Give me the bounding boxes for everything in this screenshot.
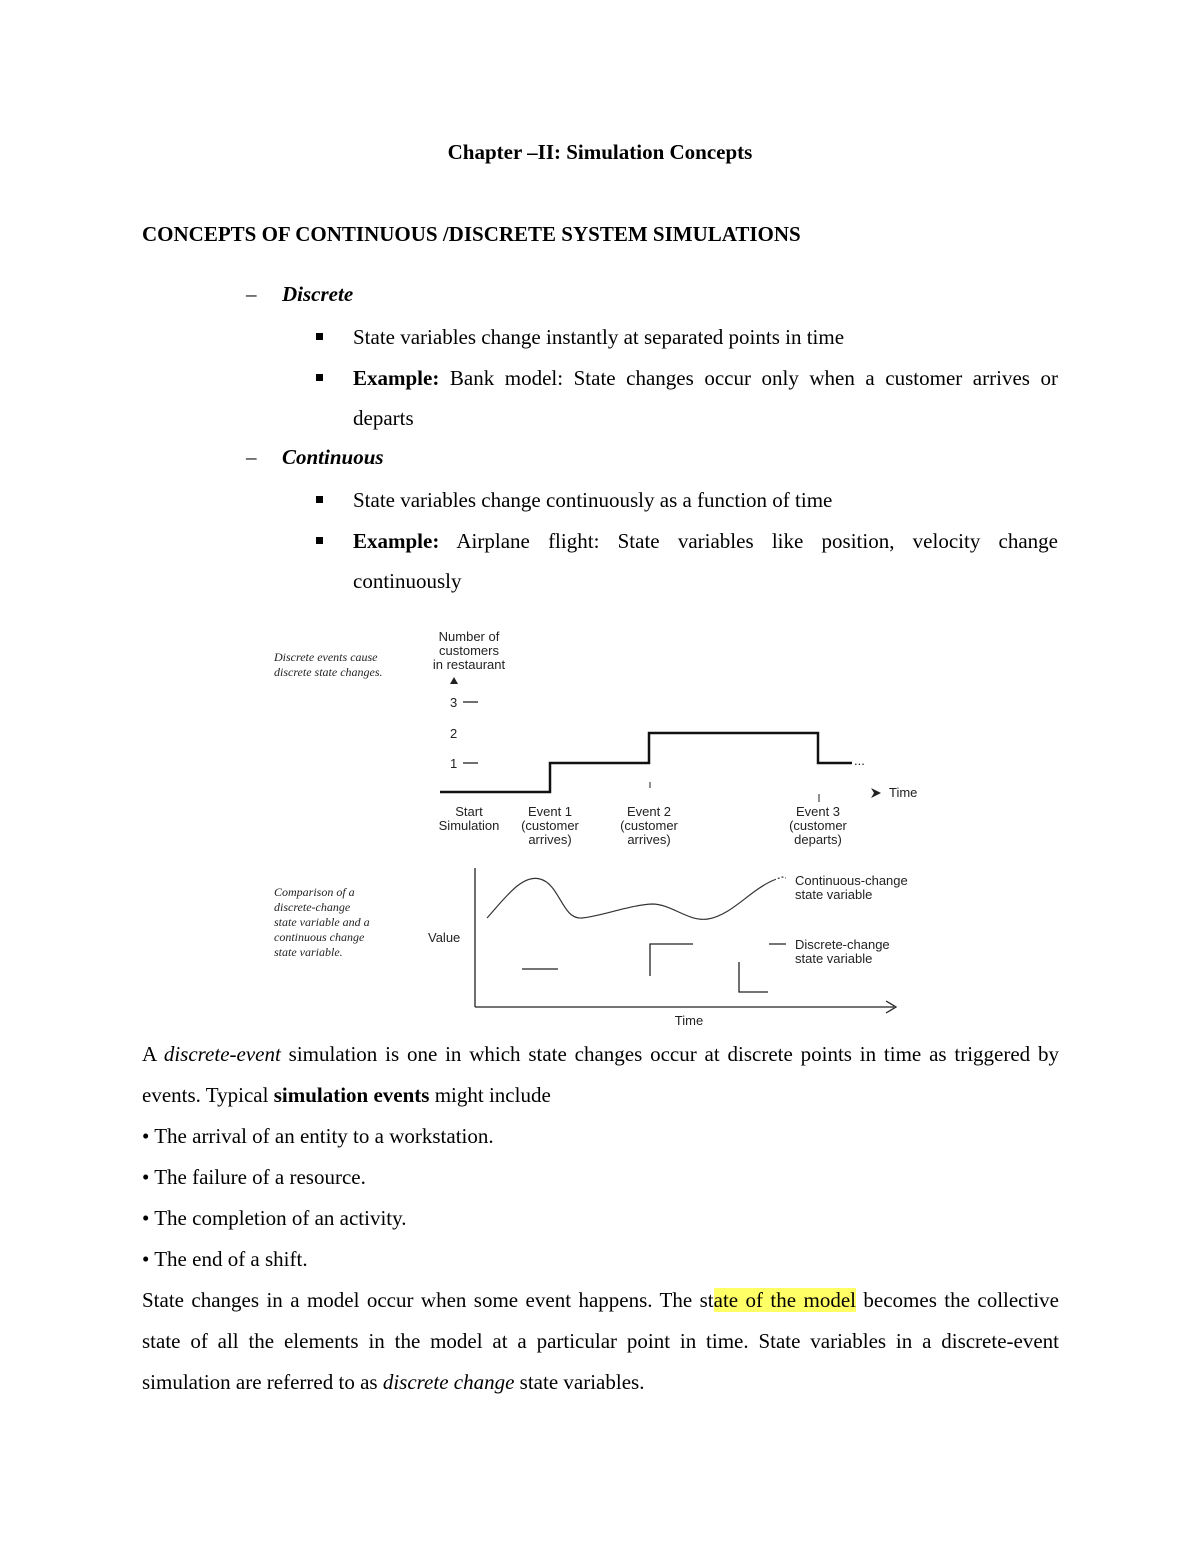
cont-legend-line2: state variable: [795, 887, 873, 902]
discrete-item: [246, 282, 353, 307]
disc-legend-line2: state variable: [795, 951, 873, 966]
event-list-item: • The arrival of an entity to a workstation.: [142, 1124, 494, 1148]
continuous-curve-dotted-end: [774, 877, 786, 880]
bottom-note-line1: Comparison of a: [274, 885, 355, 899]
paragraph-discrete-event: A discrete-event simulation is one in which state changes occur at discrete points in time as triggered by events. Typical simulation events might include: [142, 1042, 1059, 1107]
event2-line3: arrives): [627, 832, 671, 847]
continuation-ellipsis: ...: [854, 753, 865, 768]
event2-line2: (customer: [620, 818, 678, 833]
section-heading: CONCEPTS OF CONTINUOUS /DISCRETE SYSTEM SIMULATIONS: [142, 222, 801, 246]
dash-marker: –: [246, 282, 257, 306]
continuous-item: [246, 445, 384, 470]
tick-1: 1: [450, 756, 458, 771]
top-note-line2: discrete state changes.: [274, 665, 383, 679]
bullet-text: State variables change instantly at separated points in time: [353, 325, 845, 349]
example-label: Example:: [353, 366, 440, 390]
discrete-term: Discrete: [282, 282, 354, 306]
continuous-bullet-2: [316, 521, 1058, 601]
event3-line1: Event 3: [795, 804, 841, 819]
highlighted-text: ate of the model: [713, 1288, 856, 1312]
start-line2: Simulation: [438, 818, 500, 833]
y-label-line3: in restaurant: [432, 657, 506, 672]
discrete-segment-3: [739, 962, 768, 992]
dash-marker: –: [246, 445, 257, 469]
discrete-segment-2: [650, 944, 693, 976]
y-axis-arrow-icon: [450, 677, 458, 684]
y-label-line2: customers: [439, 643, 499, 658]
cont-legend-line1: Continuous-change: [795, 873, 908, 888]
event-list-item: • The end of a shift.: [142, 1247, 308, 1271]
y-label-line1: Number of: [438, 629, 500, 644]
event3-line3: departs): [794, 832, 842, 847]
paragraph-state-changes: State changes in a model occur when some event happens. The state of the model becomes the collective state of all the elements in the model at a particular point in time. State variables in a discrete-event simulation are referred to as discrete change state variables.: [142, 1288, 1059, 1394]
bottom-time-label: Time: [674, 1013, 704, 1028]
tick-3: 3: [450, 695, 458, 710]
example-text: Bank model: State changes occur only when a customer arrives or departs: [353, 366, 1058, 430]
event-list-item: • The failure of a resource.: [142, 1165, 366, 1189]
discrete-bullet-2: [316, 358, 1058, 438]
time-arrow-icon: [871, 788, 881, 798]
square-bullet-icon: [316, 537, 323, 544]
value-label: Value: [428, 930, 461, 945]
emphasis-discrete-change: discrete change: [382, 1370, 515, 1394]
bottom-note-line3: state variable and a: [274, 915, 370, 929]
top-note-line1: Discrete events cause: [274, 650, 378, 664]
event1-line1: Event 1: [527, 804, 573, 819]
time-label: Time: [889, 785, 918, 800]
simulation-figure: [260, 622, 940, 1032]
example-text: Airplane flight: State variables like position, velocity change continuously: [353, 529, 1058, 593]
discrete-bullet-1: [316, 317, 1058, 357]
chapter-title: Chapter –II: Simulation Concepts: [447, 140, 753, 164]
bullet-text: State variables change continuously as a function of time: [353, 488, 833, 512]
continuous-change-curve: [487, 878, 774, 919]
continuous-term: Continuous: [282, 445, 384, 469]
bottom-note-line4: continuous change: [274, 930, 365, 944]
event2-line1: Event 2: [626, 804, 672, 819]
square-bullet-icon: [316, 374, 323, 381]
event3-line2: (customer: [789, 818, 847, 833]
start-line1: Start: [455, 804, 483, 819]
event1-line2: (customer: [521, 818, 579, 833]
continuous-bullet-1: [316, 480, 1058, 520]
bottom-note-line2: discrete-change: [274, 900, 351, 914]
event-list-item: • The completion of an activity.: [142, 1206, 407, 1230]
event1-line3: arrives): [528, 832, 572, 847]
disc-legend-line1: Discrete-change: [795, 937, 890, 952]
body-section: [142, 1034, 1059, 1403]
example-label: Example:: [353, 529, 440, 553]
bottom-note-line5: state variable.: [274, 945, 343, 959]
tick-2: 2: [450, 726, 458, 741]
emphasis-discrete-event: discrete-event: [163, 1042, 281, 1066]
customer-count-step-line: [440, 733, 852, 792]
square-bullet-icon: [316, 333, 323, 340]
strong-simulation-events: simulation events: [273, 1083, 430, 1107]
square-bullet-icon: [316, 496, 323, 503]
